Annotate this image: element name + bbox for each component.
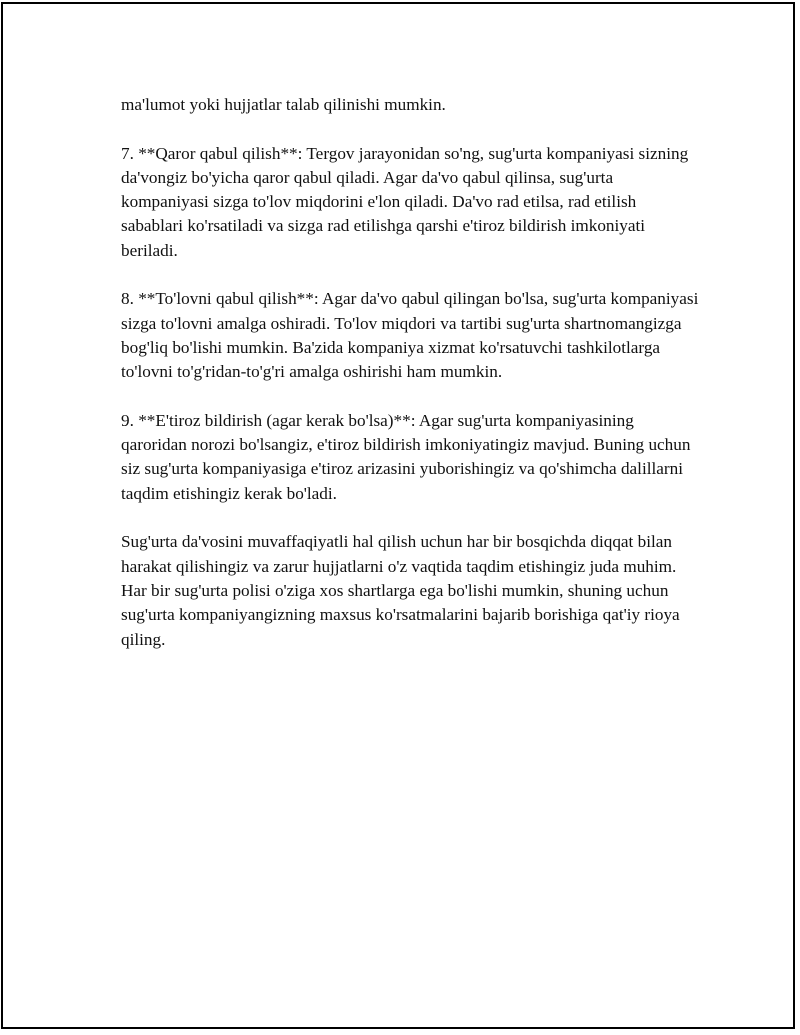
document-body	[121, 93, 701, 676]
paragraph-step-9: 9. **E'tiroz bildirish (agar kerak bo'lsa)**: Agar sug'urta kompaniyasining qaroridan norozi bo'lsangiz, e'tiroz bildirish imkoniyatingiz mavjud. Buning uchun siz sug'urta kompaniyasiga e'tiroz arizasini yuborishingiz va qo'shimcha dalillarni taqdim etishingiz kerak bo'ladi.	[121, 410, 691, 503]
paragraph-step-7: 7. **Qaror qabul qilish**: Tergov jarayonidan so'ng, sug'urta kompaniyasi sizning da'vongiz bo'yicha qaror qabul qiladi. Agar da'vo qabul qilinsa, sug'urta kompaniyasi sizga to'lov miqdorini e'lon qiladi. Da'vo rad etilsa, rad etilish sabablari ko'rsatiladi va sizga rad etilishga qarshi e'tiroz bildirish imkoniyati beriladi.	[121, 143, 689, 260]
paragraph-conclusion: Sug'urta da'vosini muvaffaqiyatli hal qilish uchun har bir bosqichda diqqat bilan harakat qilishingiz va zarur hujjatlarni o'z vaqtida taqdim etishingiz juda muhim. Har bir sug'urta polisi o'ziga xos shartlarga ega bo'lishi mumkin, shuning uchun sug'urta kompaniyangizning maxsus ko'rsatmalarini bajarib borishiga qat'iy rioya qiling.	[121, 532, 680, 649]
page-frame	[1, 2, 795, 1029]
paragraph-continuation: ma'lumot yoki hujjatlar talab qilinishi mumkin.	[121, 95, 446, 114]
paragraph-step-8: 8. **To'lovni qabul qilish**: Agar da'vo qabul qilingan bo'lsa, sug'urta kompaniyasi sizga to'lovni amalga oshiradi. To'lov miqdori va tartibi sug'urta shartnomangizga bog'liq bo'lishi mumkin. Ba'zida kompaniya xizmat ko'rsatuvchi tashkilotlarga to'lovni to'g'ridan-to'g'ri amalga oshirishi ham mumkin.	[121, 289, 699, 382]
